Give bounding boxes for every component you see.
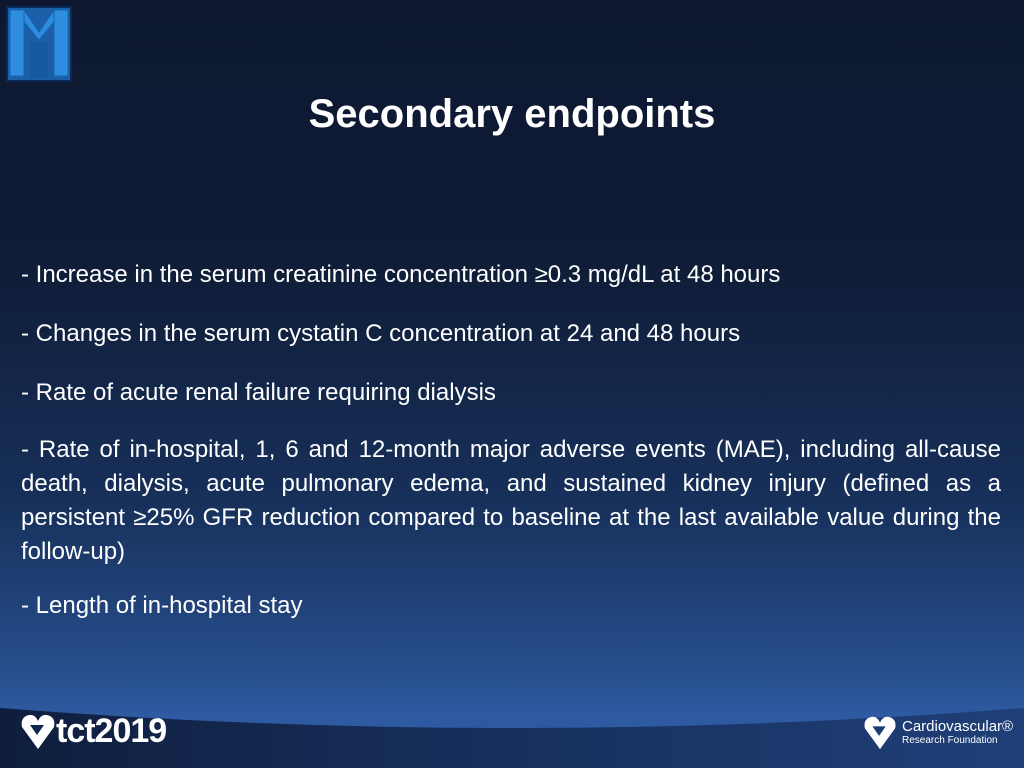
tct-text: tct2019 [56,712,167,750]
crf-line1: Cardiovascular® [902,718,1014,735]
institution-logo [6,6,72,82]
endpoint-item: - Rate of acute renal failure requiring dialysis [21,379,496,406]
endpoint-item: - Rate of in-hospital, 1, 6 and 12-month major adverse events (MAE), including all-cause death, dialysis, acute pulmonary edema, and sustained kidney injury (defined as a persistent ≥25% GFR reduction compared to baseline at the last available value during the follow-up) [21,436,1001,565]
slide-title: Secondary endpoints [308,92,716,136]
crf-logo [862,715,1013,751]
tct-logo [20,712,166,751]
heart-icon [862,715,898,751]
heart-icon [20,713,56,751]
endpoint-item: - Changes in the serum cystatin C concentration at 24 and 48 hours [21,320,741,347]
endpoint-item: - Increase in the serum creatinine concentration ≥0.3 mg/dL at 48 hours [21,261,781,288]
crf-line2: Research Foundation [902,735,998,746]
endpoint-item: - Length of in-hospital stay [21,592,303,619]
